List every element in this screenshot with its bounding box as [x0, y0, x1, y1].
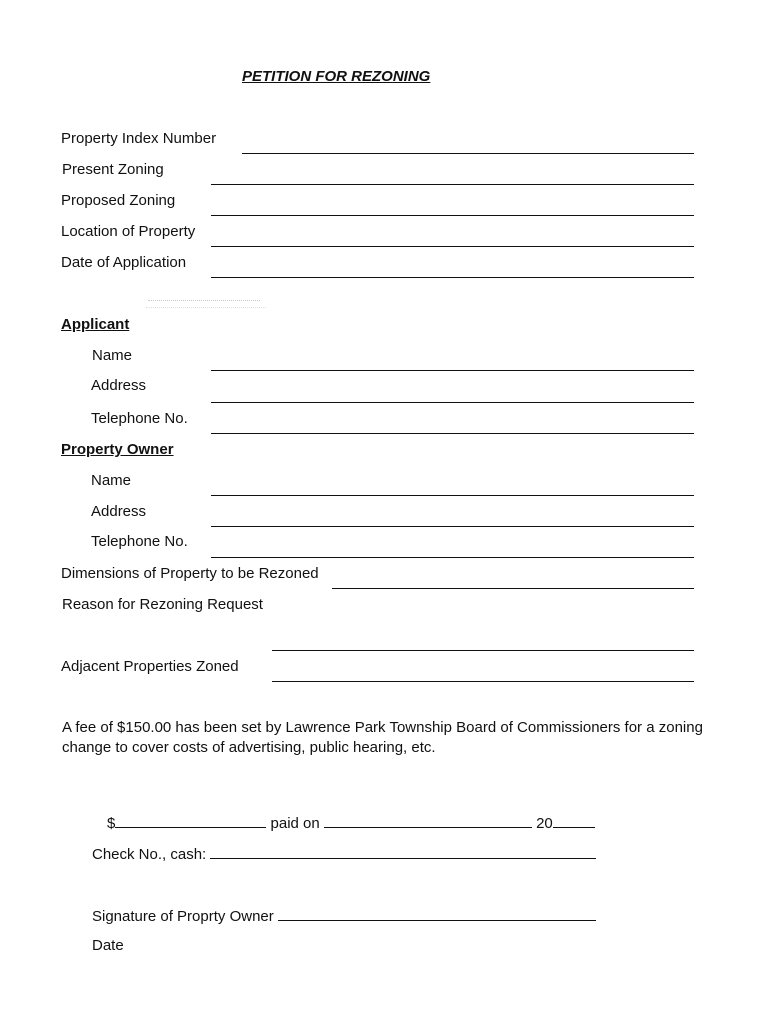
faint-divider	[148, 300, 260, 301]
check-field[interactable]	[210, 844, 596, 859]
applicant-address-label: Address	[91, 377, 147, 394]
owner-address-label: Address	[91, 503, 147, 520]
owner-name-label: Name	[91, 472, 132, 489]
dimensions-field[interactable]	[332, 588, 694, 589]
reason-field[interactable]	[272, 650, 694, 651]
owner-telephone-label: Telephone No.	[91, 533, 188, 550]
date-of-application-field[interactable]	[211, 277, 694, 278]
page-title: PETITION FOR REZONING	[242, 68, 431, 85]
applicant-telephone-label: Telephone No.	[91, 410, 188, 427]
paid-on-date-field[interactable]	[324, 813, 532, 828]
proposed-zoning-field[interactable]	[211, 215, 694, 216]
year-prefix: 20	[536, 815, 553, 832]
applicant-telephone-field[interactable]	[211, 433, 694, 434]
present-zoning-label: Present Zoning	[62, 161, 164, 178]
property-owner-heading: Property Owner	[61, 441, 174, 458]
signature-row	[92, 906, 596, 925]
adjacent-field[interactable]	[272, 681, 694, 682]
signature-label: Signature of Proprty Owner	[92, 908, 274, 925]
amount-field[interactable]	[115, 813, 266, 828]
location-field[interactable]	[211, 246, 694, 247]
date-label: Date	[92, 937, 124, 954]
paid-on-label: paid on	[270, 815, 320, 832]
dollar-sign: $	[107, 815, 116, 832]
fee-paragraph: A fee of $150.00 has been set by Lawrence Park Township Board of Commissioners for a zoning change to cover costs of advertising, public hearing, etc.	[62, 719, 703, 756]
applicant-name-field[interactable]	[211, 370, 694, 371]
owner-address-field[interactable]	[211, 526, 694, 527]
adjacent-label: Adjacent Properties Zoned	[61, 658, 239, 675]
property-index-field[interactable]	[242, 153, 694, 154]
dimensions-label: Dimensions of Property to be Rezoned	[61, 565, 319, 582]
check-row	[92, 844, 596, 863]
reason-label: Reason for Rezoning Request	[62, 596, 263, 613]
owner-name-field[interactable]	[211, 495, 694, 496]
date-of-application-label: Date of Application	[61, 254, 187, 271]
owner-telephone-field[interactable]	[211, 557, 694, 558]
applicant-address-field[interactable]	[211, 402, 694, 403]
present-zoning-field[interactable]	[211, 184, 694, 185]
signature-field[interactable]	[278, 906, 596, 921]
applicant-heading: Applicant	[61, 316, 130, 333]
proposed-zoning-label: Proposed Zoning	[61, 192, 176, 209]
location-label: Location of Property	[61, 223, 196, 240]
faint-divider-lower	[146, 307, 266, 308]
check-label: Check No., cash:	[92, 846, 207, 863]
property-index-label: Property Index Number	[61, 130, 217, 147]
year-field[interactable]	[553, 813, 595, 828]
applicant-name-label: Name	[92, 347, 133, 364]
payment-row	[107, 813, 595, 832]
